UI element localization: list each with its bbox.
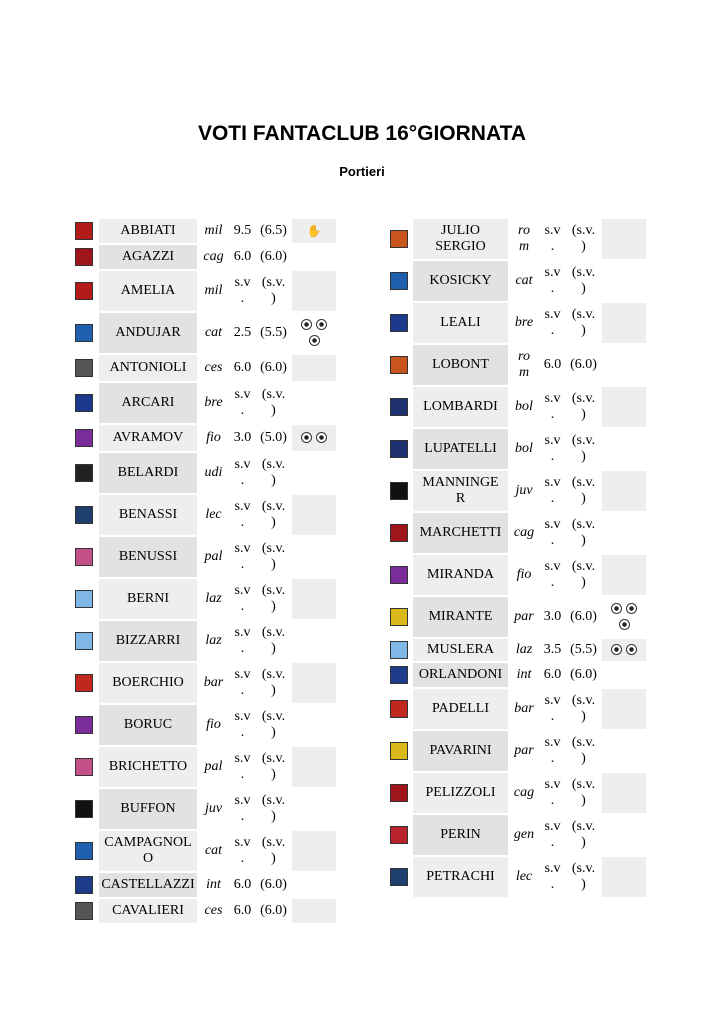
player-row (70, 245, 336, 269)
player-name: AVRAMOV (99, 425, 197, 451)
vote-value: s.v . (540, 555, 565, 595)
team-logo-icon (70, 425, 97, 451)
section-subtitle: Portieri (339, 164, 385, 179)
bonus-cell (602, 815, 646, 855)
vote-value: s.v . (540, 303, 565, 343)
player-row (70, 705, 336, 745)
bonus-cell (292, 789, 336, 829)
bonus-cell (602, 513, 646, 553)
team-code: mil (199, 219, 228, 243)
player-row (387, 261, 646, 301)
team-logo-icon (70, 705, 97, 745)
team-code: bol (510, 387, 538, 427)
player-name: MIRANDA (413, 555, 508, 595)
ball-icon (611, 603, 622, 614)
ball-icon (309, 335, 320, 346)
team-logo-icon (70, 453, 97, 493)
vote-value: s.v . (540, 689, 565, 729)
vote-value: 3.5 (540, 639, 565, 661)
fanta-vote-value: (s.v. ) (257, 831, 290, 871)
fanta-vote-value: (s.v. ) (257, 621, 290, 661)
team-logo-icon (70, 537, 97, 577)
fanta-vote-value: (s.v. ) (257, 747, 290, 787)
fanta-vote-value: (s.v. ) (567, 555, 600, 595)
vote-value: s.v . (540, 387, 565, 427)
player-row (70, 495, 336, 535)
player-name: BUFFON (99, 789, 197, 829)
fanta-vote-value: (6.0) (567, 345, 600, 385)
player-row (70, 873, 336, 897)
player-name: BENUSSI (99, 537, 197, 577)
team-code: laz (199, 579, 228, 619)
team-code: bre (199, 383, 228, 423)
team-logo-icon (387, 639, 411, 661)
player-name: MIRANTE (413, 597, 508, 637)
player-row (387, 731, 646, 771)
team-logo-icon (70, 899, 97, 923)
player-row (387, 303, 646, 343)
vote-value: s.v . (540, 219, 565, 259)
player-name: LEALI (413, 303, 508, 343)
player-name: CAMPAGNOL O (99, 831, 197, 871)
fanta-vote-value: (s.v. ) (257, 453, 290, 493)
fanta-vote-value: (s.v. ) (257, 663, 290, 703)
vote-value: 6.0 (230, 899, 255, 923)
player-row (70, 621, 336, 661)
player-name: LOMBARDI (413, 387, 508, 427)
bonus-cell (292, 495, 336, 535)
fanta-vote-value: (5.5) (257, 313, 290, 353)
player-name: PADELLI (413, 689, 508, 729)
player-row (387, 663, 646, 687)
vote-value: s.v . (230, 271, 255, 311)
bonus-cell (602, 471, 646, 511)
fanta-vote-value: (s.v. ) (567, 387, 600, 427)
fanta-vote-value: (6.5) (257, 219, 290, 243)
goals-conceded-icon (292, 425, 336, 451)
player-row (387, 387, 646, 427)
team-code: laz (199, 621, 228, 661)
team-logo-icon (387, 219, 411, 259)
team-logo-icon (387, 597, 411, 637)
ball-icon (626, 644, 637, 655)
player-name: CASTELLAZZI (99, 873, 197, 897)
ball-icon (626, 603, 637, 614)
vote-value: s.v . (540, 513, 565, 553)
player-row (70, 831, 336, 871)
team-logo-icon (70, 621, 97, 661)
vote-value: 6.0 (540, 345, 565, 385)
team-code: cag (510, 513, 538, 553)
bonus-cell (602, 303, 646, 343)
team-code: lec (510, 857, 538, 897)
bonus-cell (292, 747, 336, 787)
vote-value: s.v . (540, 471, 565, 511)
vote-value: 6.0 (230, 355, 255, 381)
vote-value: s.v . (540, 429, 565, 469)
team-logo-icon (70, 245, 97, 269)
penalty-save-icon: ✋ (292, 219, 336, 243)
team-logo-icon (387, 663, 411, 687)
fanta-vote-value: (s.v. ) (257, 705, 290, 745)
player-row (387, 429, 646, 469)
player-name: ORLANDONI (413, 663, 508, 687)
bonus-cell (292, 705, 336, 745)
ball-icon (611, 644, 622, 655)
fanta-vote-value: (6.0) (567, 663, 600, 687)
fanta-vote-value: (s.v. ) (567, 731, 600, 771)
bonus-cell (292, 899, 336, 923)
bonus-cell (602, 429, 646, 469)
vote-value: s.v . (230, 789, 255, 829)
team-logo-icon (387, 471, 411, 511)
player-row (387, 773, 646, 813)
fanta-vote-value: (s.v. ) (567, 261, 600, 301)
player-row (70, 899, 336, 923)
player-row (387, 857, 646, 897)
team-code: udi (199, 453, 228, 493)
player-name: BIZZARRI (99, 621, 197, 661)
vote-value: s.v . (540, 815, 565, 855)
vote-value: 2.5 (230, 313, 255, 353)
fanta-vote-value: (s.v. ) (257, 383, 290, 423)
fanta-vote-value: (s.v. ) (567, 857, 600, 897)
team-code: bre (510, 303, 538, 343)
team-code: pal (199, 537, 228, 577)
player-name: KOSICKY (413, 261, 508, 301)
fanta-vote-value: (s.v. ) (567, 773, 600, 813)
fanta-vote-value: (s.v. ) (257, 537, 290, 577)
player-row (387, 815, 646, 855)
player-name: BENASSI (99, 495, 197, 535)
fanta-vote-value: (s.v. ) (257, 271, 290, 311)
fanta-vote-value: (5.5) (567, 639, 600, 661)
team-code: cat (199, 313, 228, 353)
player-row (70, 219, 336, 243)
player-name: ABBIATI (99, 219, 197, 243)
bonus-cell (602, 345, 646, 385)
fanta-vote-value: (s.v. ) (567, 219, 600, 259)
player-name: MANNINGE R (413, 471, 508, 511)
player-row (387, 639, 646, 661)
team-code: cag (199, 245, 228, 269)
team-code: par (510, 597, 538, 637)
player-row (70, 453, 336, 493)
player-row (387, 219, 646, 259)
fanta-vote-value: (6.0) (257, 899, 290, 923)
team-code: par (510, 731, 538, 771)
team-logo-icon (387, 429, 411, 469)
team-logo-icon (70, 663, 97, 703)
fanta-vote-value: (s.v. ) (567, 429, 600, 469)
player-row (70, 579, 336, 619)
team-code: mil (199, 271, 228, 311)
bonus-cell (292, 831, 336, 871)
vote-value: 9.5 (230, 219, 255, 243)
player-name: LUPATELLI (413, 429, 508, 469)
fanta-vote-value: (6.0) (257, 873, 290, 897)
team-code: juv (199, 789, 228, 829)
player-row (70, 271, 336, 311)
team-code: lec (199, 495, 228, 535)
vote-value: s.v . (540, 773, 565, 813)
goals-conceded-icon (292, 313, 336, 353)
team-code: ces (199, 899, 228, 923)
bonus-cell (292, 453, 336, 493)
vote-value: s.v . (540, 857, 565, 897)
fanta-vote-value: (6.0) (257, 245, 290, 269)
vote-value: s.v . (540, 731, 565, 771)
team-code: cat (510, 261, 538, 301)
team-code: cat (199, 831, 228, 871)
player-name: AGAZZI (99, 245, 197, 269)
team-logo-icon (70, 219, 97, 243)
fanta-vote-value: (5.0) (257, 425, 290, 451)
goals-conceded-icon (602, 639, 646, 661)
team-logo-icon (387, 387, 411, 427)
team-code: laz (510, 639, 538, 661)
bonus-cell (292, 621, 336, 661)
player-name: JULIO SERGIO (413, 219, 508, 259)
player-name: BERNI (99, 579, 197, 619)
team-logo-icon (70, 747, 97, 787)
goals-conceded-icon (602, 597, 646, 637)
player-name: LOBONT (413, 345, 508, 385)
bonus-cell (602, 773, 646, 813)
vote-value: s.v . (230, 495, 255, 535)
vote-value: s.v . (230, 537, 255, 577)
team-logo-icon (387, 555, 411, 595)
team-code: int (199, 873, 228, 897)
fanta-vote-value: (6.0) (567, 597, 600, 637)
vote-value: 6.0 (230, 873, 255, 897)
player-row (387, 555, 646, 595)
team-logo-icon (387, 261, 411, 301)
player-name: ANDUJAR (99, 313, 197, 353)
bonus-cell (602, 387, 646, 427)
fanta-vote-value: (s.v. ) (257, 789, 290, 829)
player-name: CAVALIERI (99, 899, 197, 923)
vote-value: 6.0 (540, 663, 565, 687)
bonus-cell (292, 271, 336, 311)
player-row (70, 789, 336, 829)
player-row (387, 471, 646, 511)
team-code: fio (510, 555, 538, 595)
bonus-cell (602, 731, 646, 771)
bonus-cell (602, 261, 646, 301)
vote-value: 3.0 (230, 425, 255, 451)
fanta-vote-value: (s.v. ) (567, 471, 600, 511)
vote-value: s.v . (230, 453, 255, 493)
bonus-cell (292, 537, 336, 577)
player-name: BRICHETTO (99, 747, 197, 787)
fanta-vote-value: (6.0) (257, 355, 290, 381)
team-logo-icon (70, 271, 97, 311)
team-code: int (510, 663, 538, 687)
player-name: BELARDI (99, 453, 197, 493)
team-logo-icon (70, 831, 97, 871)
team-code: cag (510, 773, 538, 813)
team-code: juv (510, 471, 538, 511)
bonus-cell (602, 555, 646, 595)
fanta-vote-value: (s.v. ) (567, 513, 600, 553)
bonus-cell (292, 383, 336, 423)
vote-value: s.v . (230, 383, 255, 423)
fanta-vote-value: (s.v. ) (567, 815, 600, 855)
player-name: MUSLERA (413, 639, 508, 661)
player-row (70, 537, 336, 577)
team-logo-icon (387, 513, 411, 553)
team-code: bol (510, 429, 538, 469)
vote-value: 3.0 (540, 597, 565, 637)
team-logo-icon (387, 773, 411, 813)
team-code: pal (199, 747, 228, 787)
vote-value: s.v . (540, 261, 565, 301)
player-row (387, 689, 646, 729)
ball-icon (316, 319, 327, 330)
player-name: PAVARINI (413, 731, 508, 771)
bonus-cell (292, 873, 336, 897)
bonus-cell (292, 579, 336, 619)
player-name: ARCARI (99, 383, 197, 423)
vote-value: s.v . (230, 663, 255, 703)
team-logo-icon (70, 495, 97, 535)
player-name: AMELIA (99, 271, 197, 311)
team-logo-icon (387, 345, 411, 385)
vote-value: s.v . (230, 831, 255, 871)
player-row (70, 747, 336, 787)
vote-value: 6.0 (230, 245, 255, 269)
team-code: ces (199, 355, 228, 381)
team-logo-icon (387, 815, 411, 855)
bonus-cell (602, 219, 646, 259)
goalkeepers-table-right (385, 217, 648, 899)
vote-value: s.v . (230, 705, 255, 745)
bonus-cell (292, 355, 336, 381)
bonus-cell (602, 857, 646, 897)
player-row (70, 313, 336, 353)
team-logo-icon (70, 383, 97, 423)
ball-icon (301, 319, 312, 330)
team-code: ro m (510, 345, 538, 385)
team-code: gen (510, 815, 538, 855)
player-row (70, 425, 336, 451)
player-name: MARCHETTI (413, 513, 508, 553)
team-logo-icon (387, 689, 411, 729)
ball-icon (619, 619, 630, 630)
player-row (387, 597, 646, 637)
goalkeepers-table-left (68, 217, 338, 925)
page-title: VOTI FANTACLUB 16°GIORNATA (197, 122, 527, 145)
player-row (70, 355, 336, 381)
fanta-vote-value: (s.v. ) (257, 579, 290, 619)
team-logo-icon (70, 789, 97, 829)
bonus-cell (602, 663, 646, 687)
ball-icon (301, 432, 312, 443)
team-code: bar (199, 663, 228, 703)
fanta-vote-value: (s.v. ) (257, 495, 290, 535)
team-logo-icon (70, 579, 97, 619)
team-logo-icon (70, 873, 97, 897)
team-logo-icon (387, 731, 411, 771)
team-logo-icon (387, 303, 411, 343)
team-logo-icon (70, 313, 97, 353)
fanta-vote-value: (s.v. ) (567, 689, 600, 729)
team-code: bar (510, 689, 538, 729)
team-code: fio (199, 705, 228, 745)
bonus-cell (292, 663, 336, 703)
vote-value: s.v . (230, 579, 255, 619)
bonus-cell (292, 245, 336, 269)
team-code: fio (199, 425, 228, 451)
player-name: BOERCHIO (99, 663, 197, 703)
player-name: ANTONIOLI (99, 355, 197, 381)
ball-icon (316, 432, 327, 443)
player-row (387, 513, 646, 553)
player-name: BORUC (99, 705, 197, 745)
bonus-cell (602, 689, 646, 729)
player-row (70, 663, 336, 703)
player-row (387, 345, 646, 385)
player-name: PETRACHI (413, 857, 508, 897)
team-logo-icon (387, 857, 411, 897)
vote-value: s.v . (230, 747, 255, 787)
player-row (70, 383, 336, 423)
player-name: PELIZZOLI (413, 773, 508, 813)
vote-value: s.v . (230, 621, 255, 661)
team-code: ro m (510, 219, 538, 259)
team-logo-icon (70, 355, 97, 381)
fanta-vote-value: (s.v. ) (567, 303, 600, 343)
player-name: PERIN (413, 815, 508, 855)
